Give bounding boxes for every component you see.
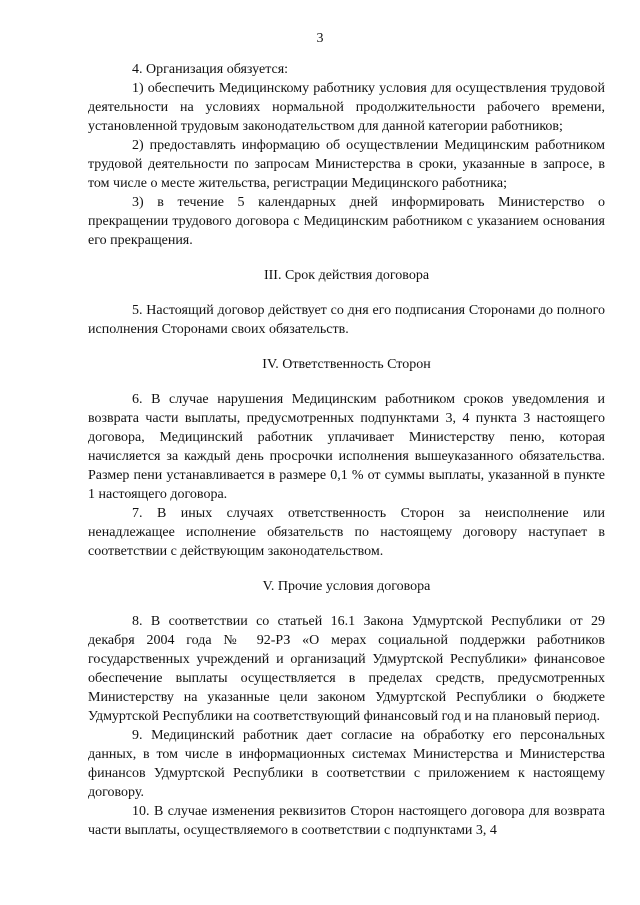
paragraph-9: 9. Медицинский работник дает согласие на обработку его персональных данных, в том числе в информационных системах Министерства и Министерства финансов Удмуртской Республики в соответствии с приложением к настоящему договору.: [88, 728, 605, 800]
paragraph-5: 5. Настоящий договор действует со дня его подписания Сторонами до полного исполнения Сторонами своих обязательств.: [88, 303, 605, 337]
section-iii-heading: III. Срок действия договора: [263, 268, 430, 283]
document-body: [88, 60, 605, 840]
page-number: 3: [316, 31, 324, 46]
section-v-heading: V. Прочие условия договора: [262, 579, 431, 594]
paragraph-7: 7. В иных случаях ответственность Сторон за неисполнение или ненадлежащее исполнение обязательств по настоящему договору наступает в соответствии с действующим законодательством.: [88, 506, 605, 559]
section4-item-3: 3) в течение 5 календарных дней информировать Министерство о прекращении трудового договора с Медицинским работником с указанием основания его прекращения.: [88, 195, 605, 248]
section4-item-1: 1) обеспечить Медицинскому работнику условия для осуществления трудовой деятельности на условиях нормальной продолжительности рабочего времени, установленной трудовым законодательством для данной категории работников;: [88, 81, 605, 134]
section4-item-2: 2) предоставлять информацию об осуществлении Медицинским работником трудовой деятельности по запросам Министерства в сроки, указанные в запросе, в том числе о месте жительства, регистрации Медицинского работника;: [88, 138, 605, 191]
paragraph-10: 10. В случае изменения реквизитов Сторон настоящего договора для возврата части выплаты, осуществляемого в соответствии с подпунктами 3, 4: [88, 804, 605, 838]
paragraph-6: 6. В случае нарушения Медицинским работником сроков уведомления и возврата части выплаты, предусмотренных подпунктами 3, 4 пункта 3 настоящего договора, Медицинский работник уплачивает Министерству пеню, которая начисляется за каждый день просрочки исполнения вышеуказанного обязательства. Размер пени устанавливается в размере 0,1 % от суммы выплаты, указанной в пункте 1 настоящего договора.: [88, 392, 605, 502]
section4-intro: 4. Организация обязуется:: [132, 62, 289, 77]
section-iv-heading: IV. Ответственность Сторон: [262, 357, 431, 372]
paragraph-8: 8. В соответствии со статьей 16.1 Закона Удмуртской Республики от 29 декабря 2004 года № 92-РЗ «О мерах социальной поддержки работников государственных учреждений и организаций Удмуртской Республики» финансовое обеспечение выплаты осуществляется в пределах средств, предусмотренных Министерству на указанные цели законом Удмуртской Республики о бюджете Удмуртской Республики на соответствующий финансовый год и на плановый период.: [88, 614, 605, 724]
